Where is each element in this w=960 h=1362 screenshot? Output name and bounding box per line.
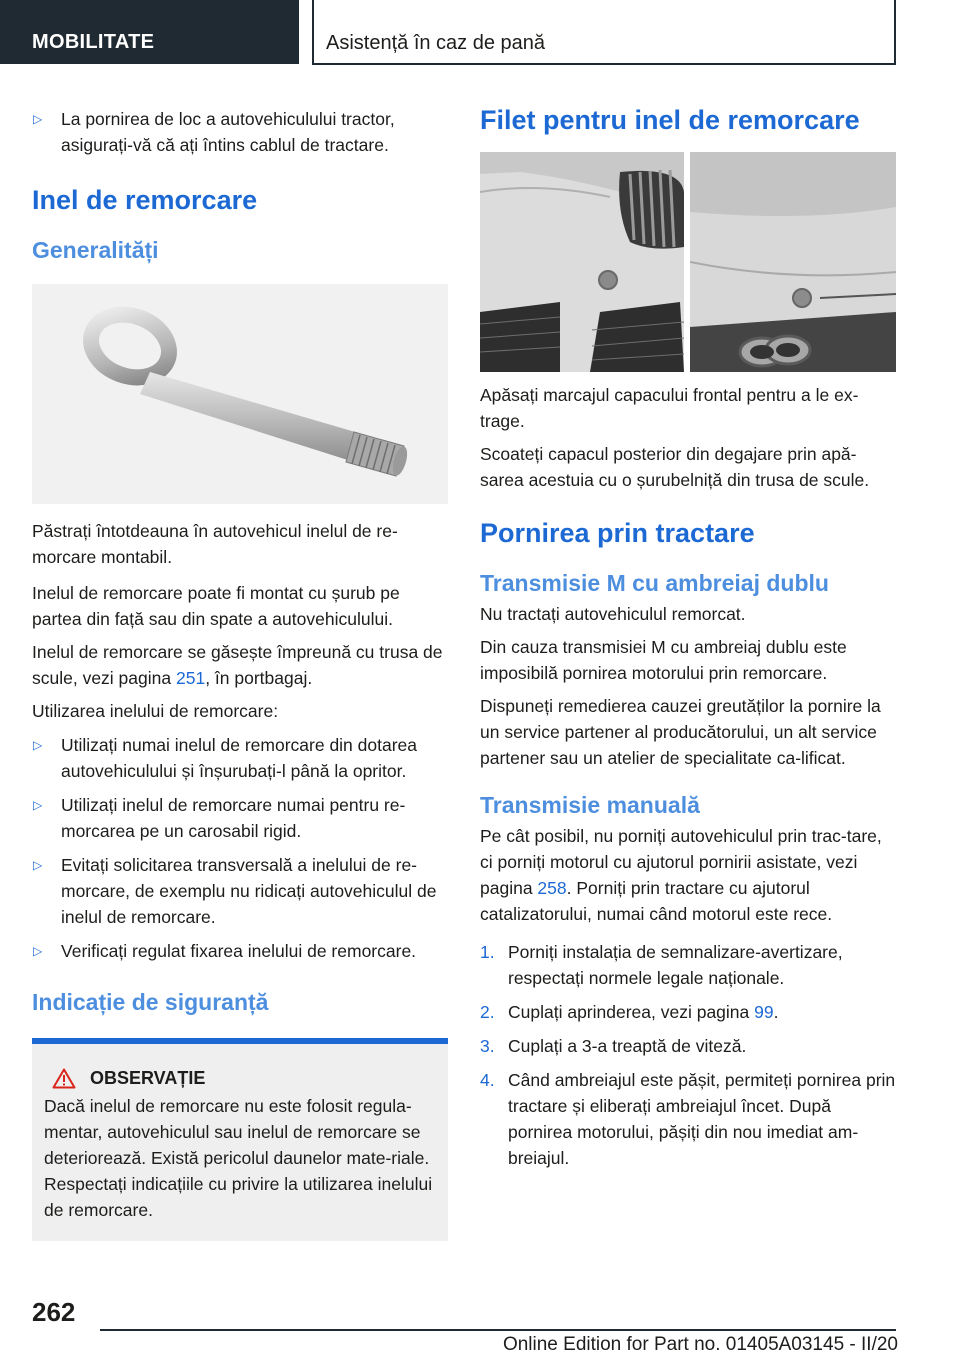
step-text: Porniți instalația de semnalizare-avertizare, respectați normele legale naționale. [508, 942, 843, 988]
triangle-right-outline-icon: ▷ [33, 112, 43, 126]
left-paragraph-3-text: Inelul de remorcare se găsește împreună cu trusa de scule, vezi pagina [32, 642, 443, 688]
warning-title-text: OBSERVAȚIE [90, 1068, 206, 1088]
usage-bullet [32, 732, 448, 784]
step-item [480, 999, 896, 1025]
step-item [480, 1067, 896, 1171]
front-bumper-illustration [480, 152, 684, 372]
front-bumper-image [480, 152, 684, 372]
step-text: Cuplați a 3-a treaptă de viteză. [508, 1036, 747, 1056]
step-item [480, 939, 896, 991]
step-number: 1. [480, 942, 495, 962]
step-number: 3. [480, 1036, 495, 1056]
usage-bullet-text: Utilizați inelul de remorcare numai pentru re-morcarea pe un carosabil rigid. [61, 795, 406, 841]
heading-dct: Transmisie M cu ambreiaj dublu [480, 570, 829, 596]
thread-images [480, 152, 896, 372]
right-paragraph-5: Dispuneți remedierea cauzei greutăților la pornire la un service partener al producătorului, un alt service partener sau un atelier de specialitate ca-lificat. [480, 696, 881, 768]
left-paragraph-3-tail: , în portbagaj. [205, 668, 313, 688]
triangle-right-outline-icon: ▷ [33, 798, 43, 812]
heading-general: Generalități [32, 237, 159, 263]
step-text: Cuplați aprinderea, vezi pagina [508, 1002, 755, 1022]
warning-triangle-icon [52, 1068, 76, 1089]
usage-bullet [32, 938, 448, 964]
right-paragraph-1: Apăsați marcajul capacului frontal pentru a le ex-trage. [480, 385, 859, 431]
triangle-right-outline-icon: ▷ [33, 944, 43, 958]
step-item [480, 1033, 896, 1059]
right-paragraph-6-text: Pe cât posibil, nu porniți autovehiculul prin trac-tare, ci porniți motorul cu ajutorul pornirii asistate, vezi pagina [480, 826, 882, 898]
right-paragraph-4: Din cauza transmisiei M cu ambreiaj dublu este imposibilă pornirea motorului prin remorcare. [480, 637, 847, 683]
usage-bullet-text: Evitați solicitarea transversală a inelului de re-morcare, de exemplu nu ridicați autovehiculul de inelul de remorcare. [61, 855, 437, 927]
left-paragraph-2: Inelul de remorcare poate fi montat cu șurub pe partea din față sau din spate a autovehiculului. [32, 583, 400, 629]
step-text-tail: . [773, 1002, 779, 1022]
right-paragraph-6-tail: . Porniți prin tractare cu ajutorul catalizatorului, numai când motorul este rece. [480, 878, 833, 924]
page-link-258[interactable]: 258 [537, 878, 567, 898]
warning-text: Dacă inelul de remorcare nu este folosit regula-mentar, autovehiculul sau inelul de remorcare se deteriorează. Există pericolul daunelor mate-riale. Respectați indicațiile cu privire la utilizarea inelului de remorcare. [44, 1096, 433, 1220]
heading-tow-ring: Inel de remorcare [32, 185, 258, 215]
warning-title [44, 1068, 436, 1089]
right-column [480, 100, 896, 1171]
triangle-right-outline-icon: ▷ [33, 738, 43, 752]
rear-bumper-image [690, 152, 896, 372]
usage-bullet [32, 852, 448, 930]
page-link-251[interactable]: 251 [175, 668, 206, 688]
heading-tow-start: Pornirea prin tractare [480, 518, 755, 548]
intro-bullet [32, 106, 448, 158]
heading-manual: Transmisie manuală [480, 792, 700, 818]
tow-ring-image [32, 284, 448, 504]
left-column [32, 100, 448, 1241]
right-paragraph-6 [480, 823, 896, 927]
step-number: 4. [480, 1070, 495, 1090]
header-section-tab [0, 0, 299, 64]
step-number: 2. [480, 1002, 495, 1022]
page-number: 262 [32, 1297, 76, 1327]
left-paragraph-3 [32, 639, 448, 691]
warning-box [32, 1038, 448, 1241]
triangle-right-outline-icon: ▷ [33, 858, 43, 872]
heading-thread: Filet pentru inel de remorcare [480, 105, 860, 135]
left-paragraph-4: Utilizarea inelului de remorcare: [32, 701, 279, 721]
header-chapter-tab [312, 0, 896, 65]
right-paragraph-2: Scoateți capacul posterior din degajare prin apă-sarea acestuia cu o șurubelniță din trusa de scule. [480, 444, 870, 490]
page-link-99[interactable]: 99 [754, 1002, 774, 1022]
usage-bullet [32, 792, 448, 844]
rear-bumper-illustration [690, 152, 896, 372]
intro-bullet-text: La pornirea de loc a autovehiculului tractor, asigurați-vă că ați întins cablul de tractare. [61, 109, 395, 155]
usage-bullet-text: Verificați regulat fixarea inelului de remorcare. [61, 941, 417, 961]
footer-edition: Online Edition for Part no. 01405A03145 - II/20 [502, 1334, 898, 1355]
footer-divider [100, 1329, 896, 1331]
tow-ring-illustration [32, 284, 448, 504]
usage-bullet-text: Utilizați numai inelul de remorcare din dotarea autovehiculului și înșurubați-l până la opritor. [61, 735, 418, 781]
right-paragraph-3: Nu tractați autovehiculul remorcat. [480, 604, 746, 624]
step-text: Când ambreiajul este pășit, permiteți pornirea prin tractare și eliberați ambreiajul încet. După pornirea motorului, pășiți din nou imediat am-breiajul. [508, 1070, 896, 1168]
header-section-label: MOBILITATE [32, 31, 155, 53]
header-chapter-label: Asistență în caz de pană [326, 32, 546, 54]
heading-safety: Indicație de siguranță [32, 989, 269, 1015]
left-paragraph-1: Păstrați întotdeauna în autovehicul inelul de re-morcare montabil. [32, 521, 398, 567]
